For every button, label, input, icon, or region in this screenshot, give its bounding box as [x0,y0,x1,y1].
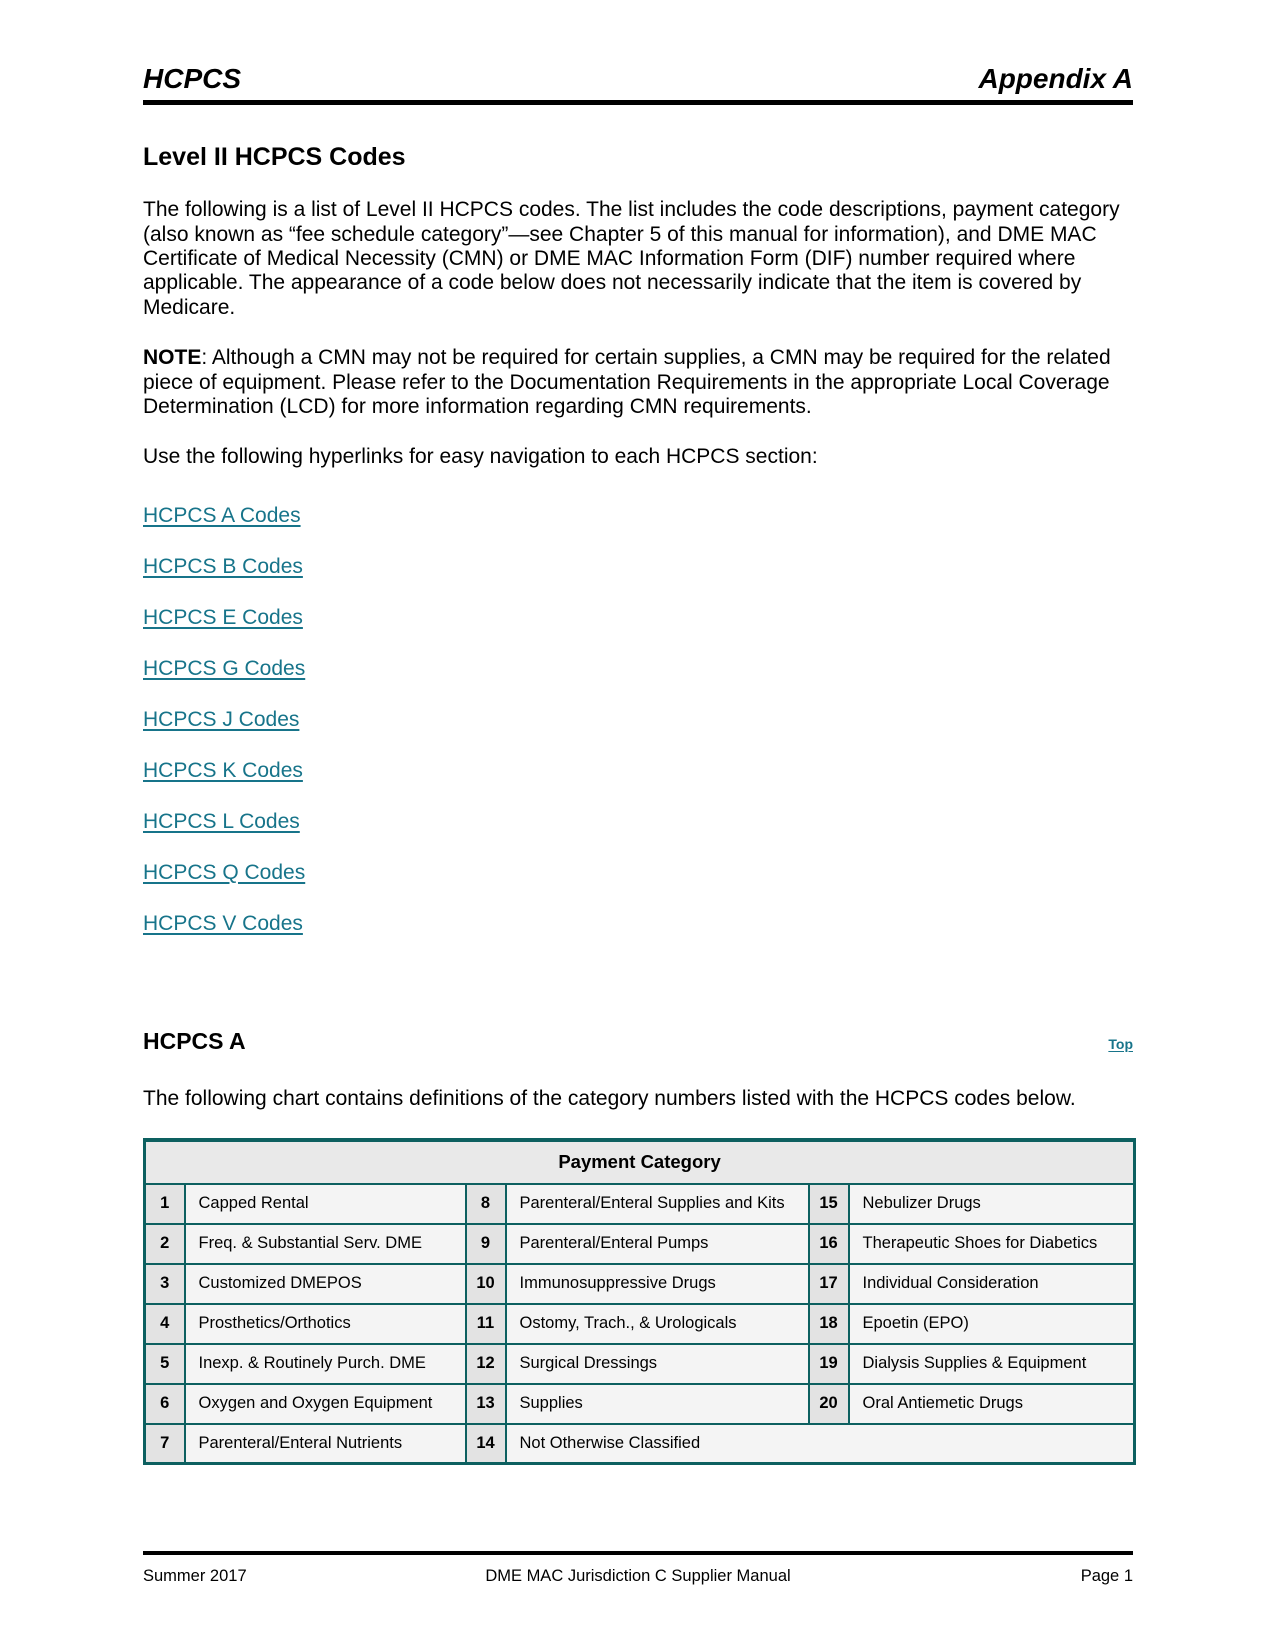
category-desc-cell: Customized DMEPOS [185,1264,466,1304]
hcpcs-g-codes-link[interactable]: HCPCS G Codes [143,656,306,680]
category-number-cell: 16 [809,1224,849,1264]
category-number-cell: 5 [145,1344,185,1384]
category-desc-cell: Parenteral/Enteral Supplies and Kits [506,1184,809,1224]
category-desc-cell: Inexp. & Routinely Purch. DME [185,1344,466,1384]
category-desc-cell: Freq. & Substantial Serv. DME [185,1224,466,1264]
table-row [145,1384,1135,1424]
note-paragraph [143,346,1133,419]
hcpcs-b-codes-link[interactable]: HCPCS B Codes [143,554,303,578]
category-desc-cell: Ostomy, Trach., & Urologicals [506,1304,809,1344]
top-link[interactable]: Top [1108,1035,1133,1052]
table-row [145,1184,1135,1224]
category-desc-cell: Prosthetics/Orthotics [185,1304,466,1344]
chart-intro-paragraph: The following chart contains definitions of the category numbers listed with the HCPCS codes below. [143,1086,1076,1110]
category-number-cell: 17 [809,1264,849,1304]
intro-paragraph: The following is a list of Level II HCPCS codes. The list includes the code descriptions, payment category (also known as “fee schedule category”—see Chapter 5 of this manual for information), and DME MAC Certificate of Medical Necessity (CMN) or DME MAC Information Form (DIF) number required where applicable. The appearance of a code below does not necessarily indicate that the item is covered by Medicare. [143,198,1120,319]
note-label: NOTE [143,346,202,370]
table-row [145,1264,1135,1304]
table-header-row [145,1140,1135,1184]
category-desc-cell: Parenteral/Enteral Nutrients [185,1424,466,1464]
category-desc-cell: Oxygen and Oxygen Equipment [185,1384,466,1424]
footer-manual-title: DME MAC Jurisdiction C Supplier Manual [485,1567,791,1585]
category-number-cell: 3 [145,1264,185,1304]
page-header [143,64,1133,105]
table-row [145,1344,1135,1384]
category-desc-cell: Dialysis Supplies & Equipment [849,1344,1135,1384]
category-number-cell: 10 [466,1264,506,1304]
page-title: Level II HCPCS Codes [143,143,406,172]
category-desc-cell: Nebulizer Drugs [849,1184,1135,1224]
category-number-cell: 4 [145,1304,185,1344]
hcpcs-j-codes-link[interactable]: HCPCS J Codes [143,707,300,731]
category-number-cell: 9 [466,1224,506,1264]
category-desc-cell: Capped Rental [185,1184,466,1224]
category-number-cell: 18 [809,1304,849,1344]
category-number-cell: 11 [466,1304,506,1344]
category-number-cell: 13 [466,1384,506,1424]
hcpcs-q-codes-link[interactable]: HCPCS Q Codes [143,860,306,884]
section-links-nav [143,504,1133,936]
table-row [145,1424,1135,1464]
category-desc-cell: Therapeutic Shoes for Diabetics [849,1224,1135,1264]
category-number-cell: 8 [466,1184,506,1224]
table-title: Payment Category [145,1140,1135,1184]
hcpcs-a-codes-link[interactable]: HCPCS A Codes [143,503,301,527]
category-desc-cell: Individual Consideration [849,1264,1135,1304]
category-number-cell: 2 [145,1224,185,1264]
hcpcs-k-codes-link[interactable]: HCPCS K Codes [143,758,303,782]
category-desc-cell: Parenteral/Enteral Pumps [506,1224,809,1264]
footer-edition: Summer 2017 [143,1567,247,1585]
category-desc-cell: Surgical Dressings [506,1344,809,1384]
section-heading: HCPCS A [143,1027,246,1054]
category-number-cell: 14 [466,1424,506,1464]
category-number-cell: 7 [145,1424,185,1464]
category-desc-cell: Oral Antiemetic Drugs [849,1384,1135,1424]
table-row [145,1224,1135,1264]
links-intro-paragraph: Use the following hyperlinks for easy navigation to each HCPCS section: [143,445,818,469]
hcpcs-v-codes-link[interactable]: HCPCS V Codes [143,911,303,935]
section-heading-row [143,1028,1133,1055]
category-desc-cell: Supplies [506,1384,809,1424]
hcpcs-e-codes-link[interactable]: HCPCS E Codes [143,605,303,629]
hcpcs-l-codes-link[interactable]: HCPCS L Codes [143,809,300,833]
header-appendix-label: Appendix A [978,63,1133,94]
category-number-cell: 1 [145,1184,185,1224]
category-number-cell: 19 [809,1344,849,1384]
category-desc-cell: Not Otherwise Classified [506,1424,1135,1464]
category-desc-cell: Immunosuppressive Drugs [506,1264,809,1304]
category-number-cell: 6 [145,1384,185,1424]
header-doc-title: HCPCS [143,63,242,94]
category-desc-cell: Epoetin (EPO) [849,1304,1135,1344]
category-number-cell: 20 [809,1384,849,1424]
payment-category-table [143,1138,1136,1466]
footer-page-number: Page 1 [1080,1567,1133,1585]
category-number-cell: 15 [809,1184,849,1224]
page-footer [143,1551,1133,1586]
category-number-cell: 12 [466,1344,506,1384]
note-body: : Although a CMN may not be required for certain supplies, a CMN may be required for the related piece of equipment. Please refer to the Documentation Requirements in the appropriate Local Coverage Determination (LCD) for more information regarding CMN requirements. [143,346,1111,418]
table-row [145,1304,1135,1344]
